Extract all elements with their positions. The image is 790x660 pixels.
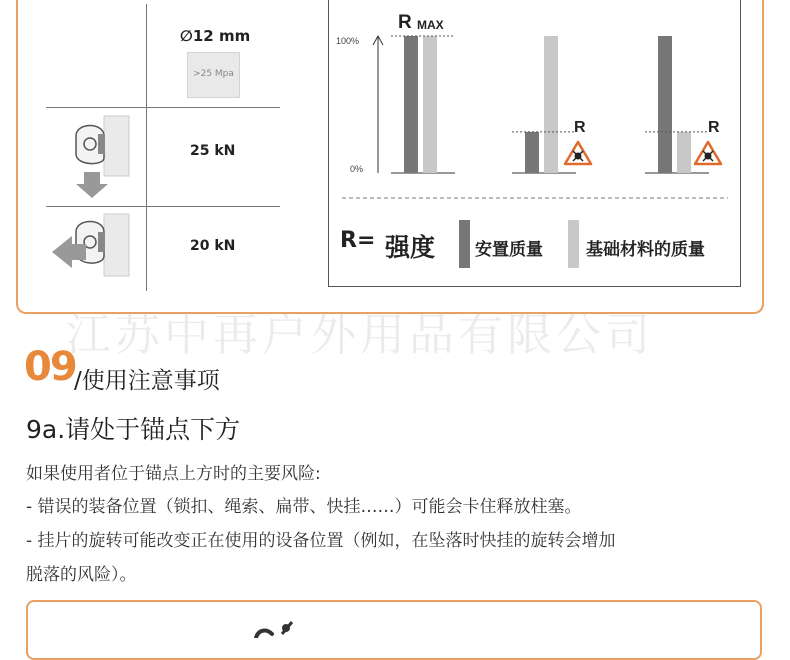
risk-item-continued: 脱落的风险）。: [26, 565, 137, 585]
warning-triangle-icon: [695, 142, 721, 164]
legend-r-label: R=: [340, 228, 376, 253]
bolt-diameter: ∅12 mm: [180, 27, 251, 45]
bar-material-quality: [677, 132, 691, 173]
risk-item: - 错误的装备位置（锁扣、绳索、扁带、快挂……）可能会卡住释放柱塞。: [26, 497, 582, 517]
r-label-group2: R: [574, 119, 586, 136]
illustration-panel: [26, 600, 762, 660]
warning-triangle-icon: [565, 142, 591, 164]
table-divider: [46, 107, 280, 108]
load-value-side: 20 kN: [190, 238, 236, 254]
climber-illustration-icon: [248, 618, 298, 638]
company-watermark: 江苏中再户外用品有限公司: [66, 308, 655, 361]
bar-material-quality: [544, 36, 558, 173]
bar-install-quality: [525, 132, 539, 173]
concrete-strength: >25 Mpa: [187, 52, 240, 98]
y-tick-label-100: 100%: [336, 36, 360, 46]
r-max-subscript: MAX: [417, 18, 444, 32]
section-number: 09: [24, 344, 76, 390]
r-max-label: R: [398, 12, 412, 33]
legend-swatch-install: [459, 220, 470, 268]
section-title: /使用注意事项: [74, 368, 220, 394]
legend-strength-label: 强度: [385, 233, 436, 262]
r-label-group3: R: [708, 119, 720, 136]
bar-install-quality: [658, 36, 672, 173]
table-divider: [146, 4, 147, 291]
bar-material-quality: [423, 36, 437, 173]
downward-load-icon: [66, 114, 136, 200]
strength-chart: [328, 0, 741, 210]
legend-material-label: 基础材料的质量: [586, 240, 705, 260]
legend-install-label: 安置质量: [475, 240, 543, 260]
legend-swatch-material: [568, 220, 579, 268]
load-value-down: 25 kN: [190, 143, 236, 159]
y-tick-label-0: 0%: [350, 164, 364, 174]
risk-item: - 挂片的旋转可能改变正在使用的设备位置（例如，在坠落时快挂的旋转会增加: [26, 531, 616, 551]
sideways-load-icon: [46, 212, 136, 282]
section-subtitle: 9a.请处于锚点下方: [26, 415, 241, 444]
table-divider: [46, 206, 280, 207]
risk-intro: 如果使用者位于锚点上方时的主要风险:: [26, 464, 321, 484]
bar-install-quality: [404, 36, 418, 173]
